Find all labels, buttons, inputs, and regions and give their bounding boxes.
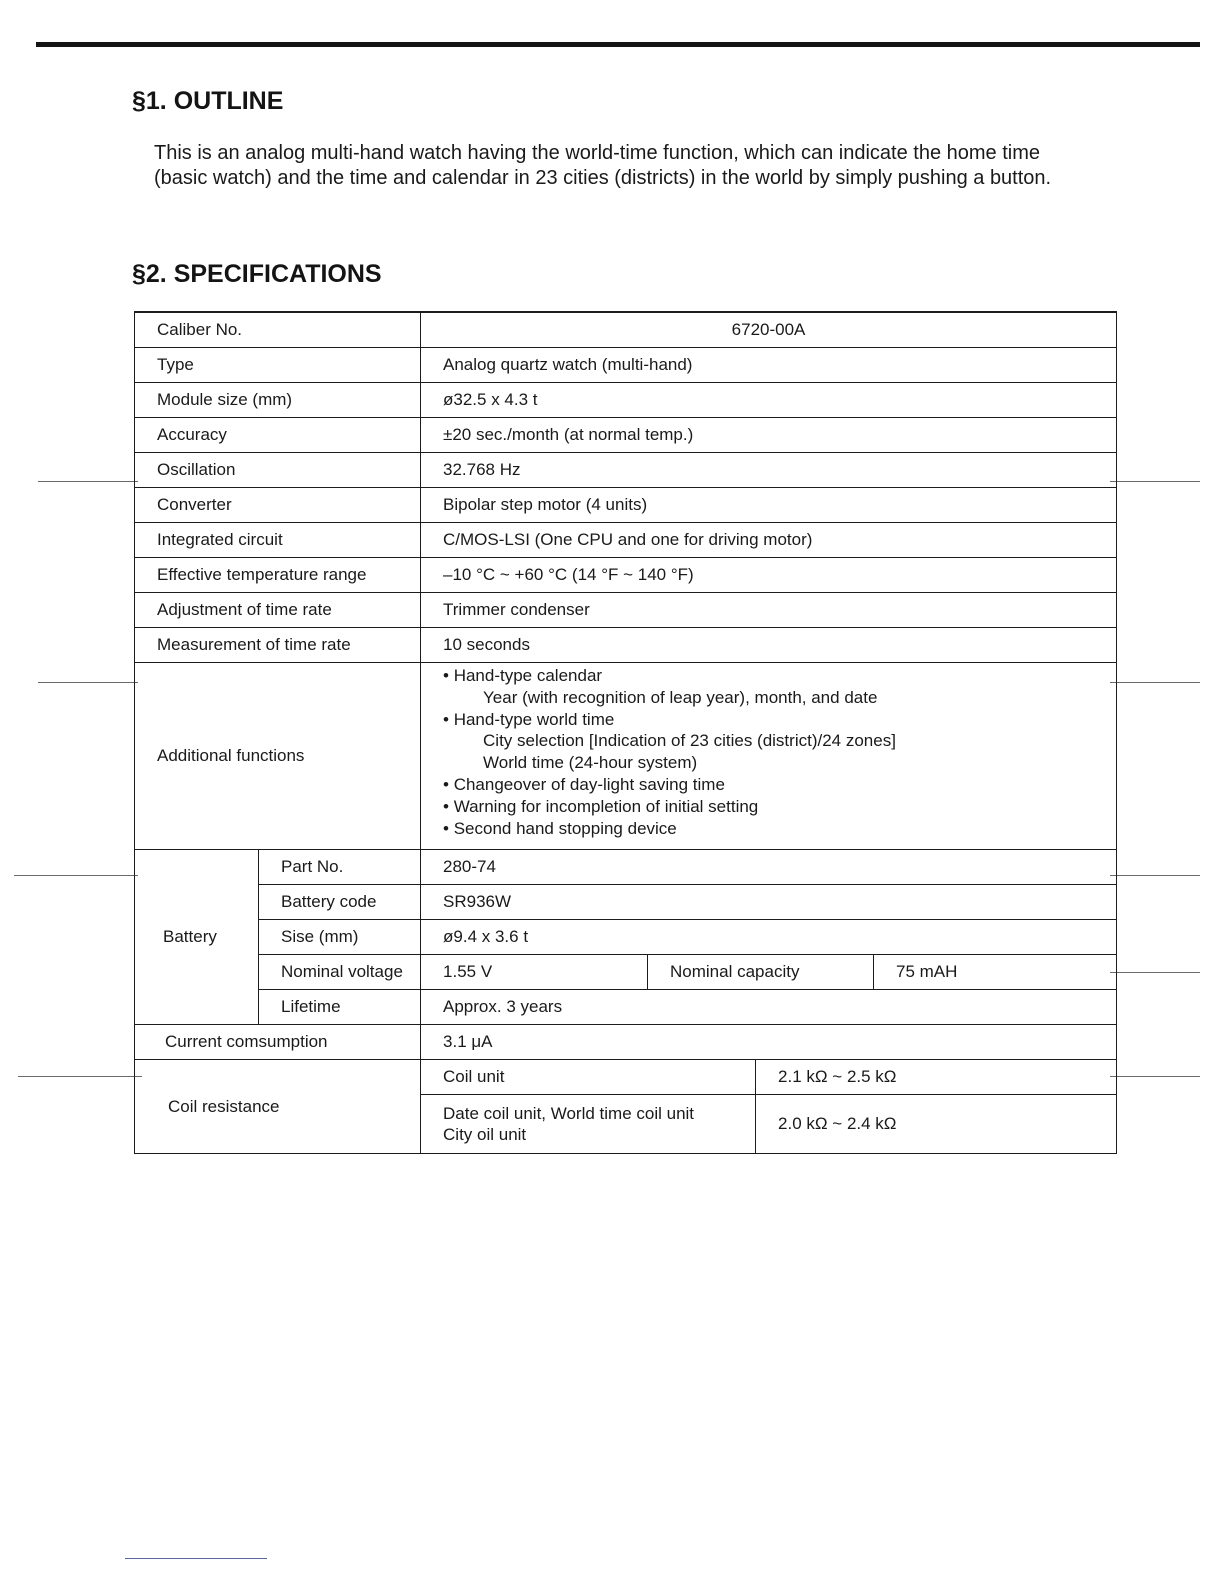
table-row bbox=[135, 558, 1117, 593]
spec-value: 10 seconds bbox=[421, 628, 1117, 663]
spec-value: 2.0 kΩ ~ 2.4 kΩ bbox=[756, 1095, 1117, 1154]
spec-label: Integrated circuit bbox=[135, 523, 421, 558]
table-row bbox=[135, 418, 1117, 453]
table-row bbox=[135, 593, 1117, 628]
footer-rule bbox=[125, 1558, 267, 1559]
spec-label: Coil resistance bbox=[135, 1060, 421, 1154]
table-row bbox=[135, 663, 1117, 850]
spec-value: 1.55 V bbox=[421, 955, 648, 990]
table-row bbox=[135, 312, 1117, 348]
spec-value: 2.1 kΩ ~ 2.5 kΩ bbox=[756, 1060, 1117, 1095]
spec-label: Measurement of time rate bbox=[135, 628, 421, 663]
coil-unit-label-line-1: Date coil unit, World time coil unit bbox=[443, 1104, 695, 1123]
table-row bbox=[135, 955, 1117, 990]
specifications-table bbox=[134, 311, 1117, 1154]
spec-label: Caliber No. bbox=[135, 312, 421, 348]
spec-value: 280-74 bbox=[421, 850, 1117, 885]
spec-value: ø32.5 x 4.3 t bbox=[421, 383, 1117, 418]
spec-value: –10 °C ~ +60 °C (14 °F ~ 140 °F) bbox=[421, 558, 1117, 593]
table-row bbox=[135, 850, 1117, 885]
outline-paragraph bbox=[154, 141, 1114, 191]
spec-value: SR936W bbox=[421, 885, 1117, 920]
table-row bbox=[135, 348, 1117, 383]
spec-label bbox=[421, 1095, 756, 1154]
spec-value: Trimmer condenser bbox=[421, 593, 1117, 628]
table-row bbox=[135, 1060, 1117, 1095]
section-heading-specifications: §2. SPECIFICATIONS bbox=[132, 260, 382, 288]
spec-value: Approx. 3 years bbox=[421, 990, 1117, 1025]
spec-value: 6720-00A bbox=[421, 312, 1117, 348]
spec-label: Nominal capacity bbox=[648, 955, 874, 990]
spec-value: 32.768 Hz bbox=[421, 453, 1117, 488]
list-item: • Changeover of day-light saving time bbox=[443, 774, 725, 794]
table-row bbox=[135, 628, 1117, 663]
scan-artifact-line bbox=[14, 875, 138, 876]
table-row bbox=[135, 383, 1117, 418]
spec-label: Coil unit bbox=[421, 1060, 756, 1095]
table-row bbox=[135, 1025, 1117, 1060]
spec-label: Oscillation bbox=[135, 453, 421, 488]
outline-line-2: (basic watch) and the time and calendar in 23 cities (districts) in the world by simply pushing a button. bbox=[154, 167, 1052, 189]
list-item: Year (with recognition of leap year), month, and date bbox=[483, 687, 878, 707]
table-row bbox=[135, 990, 1117, 1025]
table-row bbox=[135, 523, 1117, 558]
list-item: • Hand-type world time bbox=[443, 709, 615, 729]
outline-line-1: This is an analog multi-hand watch having the world-time function, which can indicate the home time bbox=[154, 142, 1041, 164]
spec-label: Battery code bbox=[259, 885, 421, 920]
spec-value: ±20 sec./month (at normal temp.) bbox=[421, 418, 1117, 453]
spec-label: Module size (mm) bbox=[135, 383, 421, 418]
spec-label: Type bbox=[135, 348, 421, 383]
battery-label: Battery bbox=[135, 850, 259, 1025]
spec-label: Accuracy bbox=[135, 418, 421, 453]
additional-functions-list bbox=[421, 663, 1117, 850]
list-item: • Warning for incompletion of initial setting bbox=[443, 796, 759, 816]
list-item: • Hand-type calendar bbox=[443, 666, 603, 685]
section-heading-outline: §1. OUTLINE bbox=[132, 87, 284, 115]
scan-artifact-line bbox=[1110, 1076, 1200, 1077]
table-row bbox=[135, 920, 1117, 955]
spec-label: Sise (mm) bbox=[259, 920, 421, 955]
table-row bbox=[135, 453, 1117, 488]
scan-artifact-line bbox=[38, 682, 138, 683]
scan-artifact-line bbox=[1110, 682, 1200, 683]
spec-label: Lifetime bbox=[259, 990, 421, 1025]
spec-value: 3.1 μA bbox=[421, 1025, 1117, 1060]
spec-label: Current comsumption bbox=[135, 1025, 421, 1060]
list-item: City selection [Indication of 23 cities (district)/24 zones] bbox=[483, 731, 896, 751]
spec-value: ø9.4 x 3.6 t bbox=[421, 920, 1117, 955]
spec-label: Converter bbox=[135, 488, 421, 523]
spec-value: 75 mAH bbox=[874, 955, 1117, 990]
table-row bbox=[135, 885, 1117, 920]
scan-artifact-line bbox=[1110, 972, 1200, 973]
list-item: • Second hand stopping device bbox=[443, 818, 677, 838]
spec-value: C/MOS-LSI (One CPU and one for driving motor) bbox=[421, 523, 1117, 558]
scan-artifact-line bbox=[38, 481, 138, 482]
spec-value: Analog quartz watch (multi-hand) bbox=[421, 348, 1117, 383]
spec-label: Nominal voltage bbox=[259, 955, 421, 990]
spec-label: Effective temperature range bbox=[135, 558, 421, 593]
spec-value: Bipolar step motor (4 units) bbox=[421, 488, 1117, 523]
table-row bbox=[135, 488, 1117, 523]
spec-label: Adjustment of time rate bbox=[135, 593, 421, 628]
list-item: World time (24-hour system) bbox=[483, 753, 698, 773]
top-rule bbox=[36, 42, 1200, 47]
scan-artifact-line bbox=[1110, 481, 1200, 482]
scan-artifact-line bbox=[1110, 875, 1200, 876]
spec-label: Additional functions bbox=[135, 663, 421, 850]
coil-unit-label-line-2: City oil unit bbox=[443, 1125, 527, 1144]
spec-label: Part No. bbox=[259, 850, 421, 885]
scan-artifact-line bbox=[18, 1076, 142, 1077]
